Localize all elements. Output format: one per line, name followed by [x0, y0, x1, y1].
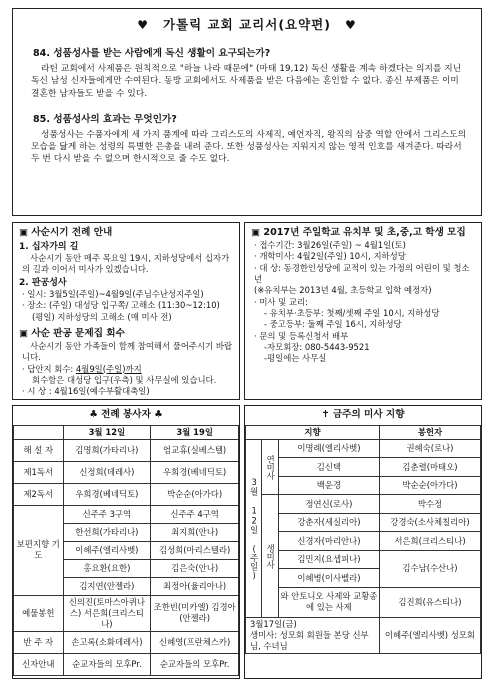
- sunday-school-box: [244, 222, 482, 400]
- role-cell: 해 설 자: [14, 439, 64, 461]
- table-row: [14, 595, 239, 631]
- workbook-heading: ▣ 사순 판공 문제집 회수: [19, 327, 125, 339]
- table-row: [246, 617, 481, 653]
- intent-cell: 백운경: [278, 476, 379, 495]
- lent-notice-box: [12, 222, 240, 400]
- deadline-label: · 답안지 회수:: [22, 363, 76, 374]
- intent-cell: 김민지(요셉피나): [278, 550, 379, 569]
- intent-header: 지향: [246, 425, 380, 439]
- intent-cell: 강춘자(세실리아): [278, 513, 379, 532]
- intent-cell: 신경자(마리안나): [278, 532, 379, 551]
- name-cell: 박순순(아가다): [151, 483, 239, 505]
- role-cell: 보편지향 기 도: [14, 505, 64, 595]
- table-row: [246, 587, 481, 617]
- role-cell: 제1독서: [14, 461, 64, 483]
- heart-icon: ♥: [344, 18, 357, 32]
- footer-date: 3월17일(금): [250, 618, 297, 629]
- corner-cell: [14, 425, 64, 439]
- table-row: [14, 461, 239, 483]
- liturgy-title: ♣ 전례 봉사자 ♣: [89, 409, 163, 420]
- donor-cell: 서은희(크리스티나): [379, 532, 480, 551]
- workbook-collection: 회수함은 대성당 입구(우측) 및 사무실에 있습니다.: [32, 374, 217, 385]
- footer-donor-cell: 이혜주(엘리사벳) 성모회: [379, 617, 480, 653]
- mass-class-label: · 미사 및 교리:: [254, 296, 308, 307]
- stations-text: 사순시기 동안 매주 목요일 19시, 지하성당에서 십자가의 길과 이어서 미사가 있겠습니다.: [22, 253, 230, 275]
- workbook-text: 사순시기 동안 가족들이 함께 참여해서 풀어주시기 바랍니다.: [22, 340, 233, 363]
- confession-date: · 일시: 3월5일(주일)~4월9일(주님수난성지주일): [22, 288, 204, 299]
- name-cell: 신혜영(프란체스카): [151, 631, 239, 653]
- intent-cell: 이명례(엘리사벳): [278, 439, 379, 458]
- table-row: [246, 532, 481, 551]
- date-header: 3월 19일: [151, 425, 239, 439]
- name-cell: 김은숙(안나): [151, 559, 239, 577]
- table-row: [14, 425, 239, 439]
- target-line: · 대 상: 동경한인성당에 교적이 있는 가정의 어린이 및 청소년: [254, 262, 470, 284]
- donor-cell: 김진희(유스티나): [379, 587, 480, 617]
- table-row: [14, 505, 239, 523]
- lent-liturgy-heading: ▣ 사순시기 전례 안내: [19, 227, 113, 238]
- donor-header: 봉헌자: [379, 425, 480, 439]
- name-cell: 김지연(안젤라): [63, 577, 151, 595]
- table-row: [246, 425, 481, 439]
- name-cell: 김명희(가타리나): [63, 439, 151, 461]
- table-row: [246, 458, 481, 477]
- role-cell: 신자안내: [14, 653, 64, 675]
- table-row: [14, 483, 239, 505]
- catechism-title: [27, 17, 467, 34]
- name-cell: 우희경(베네딕토): [63, 483, 151, 505]
- answer-84: 라틴 교회에서 사제품은 원칙적으로 "하늘 나라 때문에" (마태 19,12) 독신 생활을 계속 하겠다는 의지를 지닌 독신 남성 신자들에게만 수여된다. 동방 교회에서도 사제품을 받은 다음에는 혼인할 수 없다. 종신 부제품은 이미 결혼한 남자들도 받을 수 있다.: [31, 63, 462, 99]
- confession-heading: 2. 판공성사: [19, 277, 67, 288]
- intent-cell: 정연신(로사): [278, 495, 379, 514]
- date-header: 3월 12일: [63, 425, 151, 439]
- liturgy-servers-box: [12, 405, 240, 679]
- name-cell: 이혜주(엘리사벳): [63, 541, 151, 559]
- stations-heading: 1. 십자가의 길: [19, 241, 79, 252]
- donor-cell: 권혜숙(로나): [379, 439, 480, 458]
- opening-mass-line: · 개학미사: 4월2일(주일) 10시, 지하성당: [254, 251, 406, 262]
- kindergarten-note: (※유치부는 2013년 4월, 초등학교 입학 예정자): [254, 285, 432, 296]
- name-cell: 최정아(율리아나): [151, 577, 239, 595]
- catechism-box: [12, 8, 482, 216]
- confession-place-weekday: (평일) 지하성당의 고해소 (매 미사 전): [32, 311, 172, 322]
- mass-title: ✝ 금주의 미사 지향: [321, 409, 405, 420]
- donor-cell: 박수정: [379, 495, 480, 514]
- donor-cell: 김수남(수산나): [379, 550, 480, 587]
- role-cell: 반 주 자: [14, 631, 64, 653]
- workbook-award: · 시 상 : 4월16일(예수부활대축일): [22, 386, 150, 397]
- heart-icon: ♥: [137, 18, 150, 32]
- mass-type-cell: 연미사: [262, 439, 278, 495]
- name-cell: 순교자들의 모후Pr.: [151, 653, 239, 675]
- catechism-title-text: 가톨릭 교회 교리서(요약편): [163, 17, 331, 32]
- intent-cell: 이혜병(이사벨라): [278, 569, 379, 588]
- question-84: 84. 성품성사를 받는 사람에게 독신 생활이 요구되는가?: [33, 47, 271, 59]
- inquiry-line: · 문의 및 등록신청서 배부: [254, 330, 349, 341]
- table-row: [14, 653, 239, 675]
- name-cell: 신정희(데레사): [63, 461, 151, 483]
- table-row: [14, 439, 239, 461]
- sunday-school-heading: ▣ 2017년 주일학교 유치부 및 초,중,고 학생 모집: [251, 227, 466, 238]
- question-85: 85. 성품성사의 효과는 무엇인가?: [33, 113, 177, 125]
- name-cell: 최지희(안나): [151, 523, 239, 541]
- footer-intent: 생미사: 성모회 회원들 본당 신부님, 수녀님: [250, 629, 369, 651]
- table-row: [246, 513, 481, 532]
- name-cell: 순교자들의 모후Pr.: [63, 653, 151, 675]
- name-cell: 한선희(가타리나): [63, 523, 151, 541]
- table-row: [246, 495, 481, 514]
- contact-line: -자모회장: 080-5443-9521: [264, 342, 370, 353]
- intent-cell: 김신택: [278, 458, 379, 477]
- name-cell: 신의진(토마스아퀴나스) 서은희(크리스티나): [63, 595, 151, 631]
- table-row: [14, 631, 239, 653]
- name-cell: 우희경(베네딕토): [151, 461, 239, 483]
- date-cell: 3월 12일 (주일): [246, 439, 262, 617]
- name-cell: 홍요환(요한): [63, 559, 151, 577]
- confession-place: · 장소: (주일) 대성당 입구쪽/ 고해소 (11:30~12:10): [22, 300, 220, 311]
- donor-cell: 강경숙(소사체칠리아): [379, 513, 480, 532]
- office-line: -평일에는 사무실: [264, 353, 327, 364]
- deadline-date: 4월9일(주일)까지: [75, 363, 142, 374]
- table-row: [246, 439, 481, 458]
- secondary-line: - 중고등부: 둘째 주일 16시, 지하성당: [264, 319, 402, 330]
- answer-85: 성품성사는 수품자에게 세 가지 품계에 따라 그리스도의 사제직, 예언자직, 왕직의 삼중 역할 안에서 그리스도의 모습을 닮게 하는 성령의 특별한 은총을 내려 준다. 또한 성품성사는 지워지지 않는 영적 인호를 새겨준다. 따라서 두 번 다시 받을 수 없으며 한시적으로 줄 수도 없다.: [31, 129, 467, 165]
- name-cell: 김성희(마리스텔라): [151, 541, 239, 559]
- period-line: · 접수기간: 3월26일(주일) ~ 4월1일(토): [254, 239, 406, 250]
- mass-table: [245, 425, 481, 654]
- footer-intent-cell: [246, 617, 380, 653]
- liturgy-table: [13, 425, 239, 676]
- table-row: [246, 550, 481, 569]
- table-row: [246, 476, 481, 495]
- role-cell: 예물봉헌: [14, 595, 64, 631]
- role-cell: 제2독서: [14, 483, 64, 505]
- elementary-line: - 유치부·초등부: 첫째/셋째 주일 10시, 지하성당: [264, 308, 440, 318]
- donor-cell: 김춘렬(마태오): [379, 458, 480, 477]
- name-cell: 손고록(소화데레사): [63, 631, 151, 653]
- group-cell: 신주주 4구역: [151, 505, 239, 523]
- intent-cell: 와 안토니오 사제와 교황종에 있는 사제: [278, 587, 379, 617]
- donor-cell: 박순순(아가다): [379, 476, 480, 495]
- mass-type-cell: 생미사: [262, 495, 278, 618]
- mass-intentions-box: [244, 405, 482, 679]
- workbook-deadline: [22, 364, 233, 375]
- name-cell: 엄교휴(실베스텔): [151, 439, 239, 461]
- name-cell: 조한빈(미카엘) 김경아(안젤라): [151, 595, 239, 631]
- group-cell: 신주주 3구역: [63, 505, 151, 523]
